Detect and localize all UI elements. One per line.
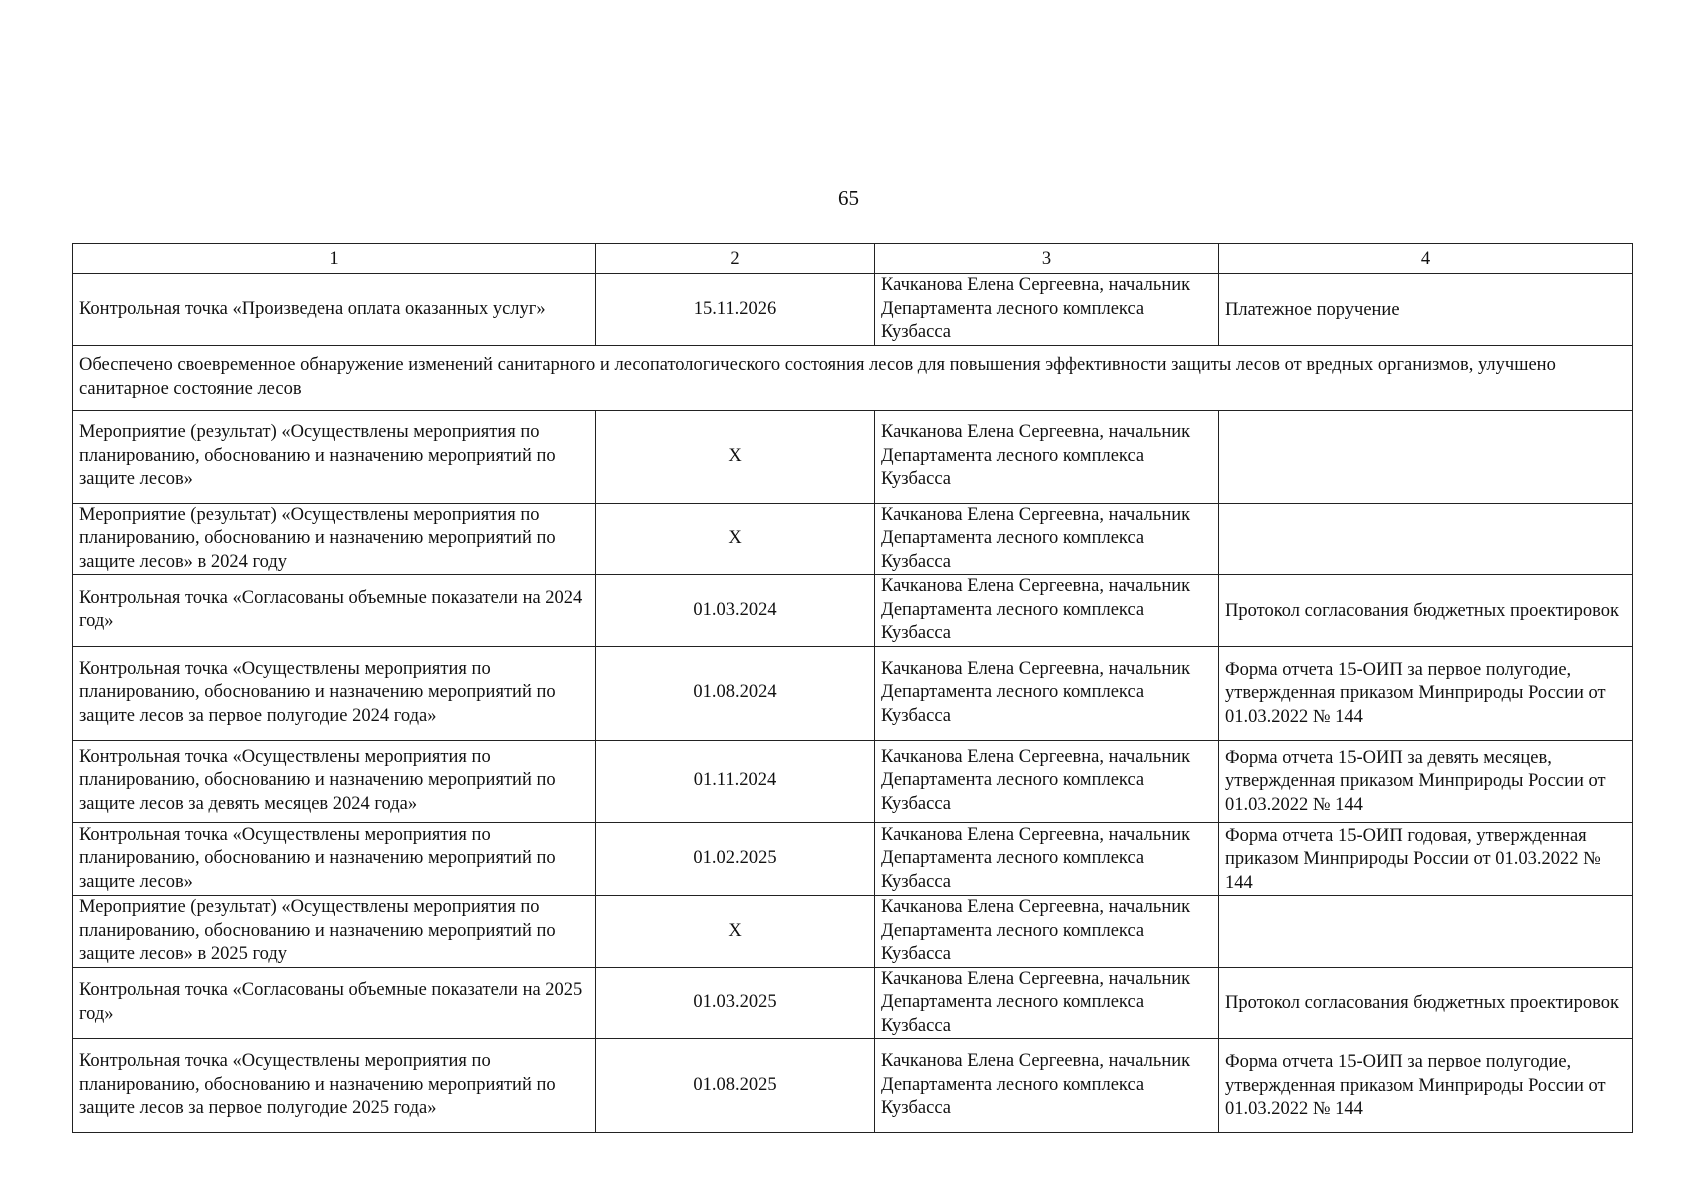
document-cell [1219, 503, 1633, 575]
event-name-cell: Контрольная точка «Осуществлены мероприятия по планированию, обоснованию и назначению мероприятий по защите лесов за девять месяцев 2024 года» [73, 740, 596, 822]
header-col-2: 2 [596, 244, 875, 274]
event-name-cell: Контрольная точка «Осуществлены мероприятия по планированию, обоснованию и назначению мероприятий по защите лесов за первое полугодие 2024 года» [73, 646, 596, 740]
document-cell: Форма отчета 15-ОИП за девять месяцев, утвержденная приказом Минприроды России от 01.03.2022 № 144 [1219, 740, 1633, 822]
section-row [73, 345, 1633, 410]
date-cell: 01.03.2024 [596, 575, 875, 647]
date-cell: 01.08.2025 [596, 1039, 875, 1133]
date-cell: 01.08.2024 [596, 646, 875, 740]
date-cell: X [596, 896, 875, 968]
date-cell: X [596, 410, 875, 503]
responsible-cell: Качканова Елена Сергеевна, начальник Департамента лесного комплекса Кузбасса [875, 967, 1219, 1039]
document-cell: Форма отчета 15-ОИП годовая, утвержденная приказом Минприроды России от 01.03.2022 № 144 [1219, 822, 1633, 896]
event-name-cell: Контрольная точка «Согласованы объемные показатели на 2025 год» [73, 967, 596, 1039]
event-name-cell: Контрольная точка «Согласованы объемные показатели на 2024 год» [73, 575, 596, 647]
page-number: 65 [838, 186, 859, 210]
event-name-cell: Контрольная точка «Осуществлены мероприятия по планированию, обоснованию и назначению мероприятий по защите лесов» [73, 822, 596, 896]
table-row [73, 967, 1633, 1039]
responsible-cell: Качканова Елена Сергеевна, начальник Департамента лесного комплекса Кузбасса [875, 822, 1219, 896]
table-row [73, 410, 1633, 503]
table-row [73, 740, 1633, 822]
document-table [72, 243, 1633, 1133]
event-name-cell: Мероприятие (результат) «Осуществлены мероприятия по планированию, обоснованию и назначению мероприятий по защите лесов» в 2024 году [73, 503, 596, 575]
table-row [73, 575, 1633, 647]
date-cell: 01.03.2025 [596, 967, 875, 1039]
document-cell: Форма отчета 15-ОИП за первое полугодие, утвержденная приказом Минприроды России от 01.03.2022 № 144 [1219, 646, 1633, 740]
document-cell [1219, 896, 1633, 968]
table-row [73, 503, 1633, 575]
table-header-row [73, 244, 1633, 274]
document-cell: Протокол согласования бюджетных проектировок [1219, 575, 1633, 647]
table-row [73, 1039, 1633, 1133]
document-cell [1219, 410, 1633, 503]
responsible-cell: Качканова Елена Сергеевна, начальник Департамента лесного комплекса Кузбасса [875, 503, 1219, 575]
event-name-cell: Мероприятие (результат) «Осуществлены мероприятия по планированию, обоснованию и назначению мероприятий по защите лесов» [73, 410, 596, 503]
responsible-cell: Качканова Елена Сергеевна, начальник Департамента лесного комплекса Кузбасса [875, 274, 1219, 346]
header-col-3: 3 [875, 244, 1219, 274]
document-cell: Форма отчета 15-ОИП за первое полугодие, утвержденная приказом Минприроды России от 01.03.2022 № 144 [1219, 1039, 1633, 1133]
section-heading: Обеспечено своевременное обнаружение изменений санитарного и лесопатологического состояния лесов для повышения эффективности защиты лесов от вредных организмов, улучшено санитарное состояние лесов [73, 345, 1633, 410]
header-col-4: 4 [1219, 244, 1633, 274]
event-name-cell: Контрольная точка «Осуществлены мероприятия по планированию, обоснованию и назначению мероприятий по защите лесов за первое полугодие 2025 года» [73, 1039, 596, 1133]
document-cell: Платежное поручение [1219, 274, 1633, 346]
date-cell: 01.02.2025 [596, 822, 875, 896]
table-row [73, 274, 1633, 346]
responsible-cell: Качканова Елена Сергеевна, начальник Департамента лесного комплекса Кузбасса [875, 740, 1219, 822]
table-row [73, 822, 1633, 896]
responsible-cell: Качканова Елена Сергеевна, начальник Департамента лесного комплекса Кузбасса [875, 1039, 1219, 1133]
responsible-cell: Качканова Елена Сергеевна, начальник Департамента лесного комплекса Кузбасса [875, 646, 1219, 740]
date-cell: 15.11.2026 [596, 274, 875, 346]
table-row [73, 646, 1633, 740]
event-name-cell: Контрольная точка «Произведена оплата оказанных услуг» [73, 274, 596, 346]
document-cell: Протокол согласования бюджетных проектировок [1219, 967, 1633, 1039]
responsible-cell: Качканова Елена Сергеевна, начальник Департамента лесного комплекса Кузбасса [875, 575, 1219, 647]
date-cell: 01.11.2024 [596, 740, 875, 822]
responsible-cell: Качканова Елена Сергеевна, начальник Департамента лесного комплекса Кузбасса [875, 896, 1219, 968]
header-col-1: 1 [73, 244, 596, 274]
event-name-cell: Мероприятие (результат) «Осуществлены мероприятия по планированию, обоснованию и назначению мероприятий по защите лесов» в 2025 году [73, 896, 596, 968]
table-row [73, 896, 1633, 968]
table-body [73, 244, 1633, 1133]
responsible-cell: Качканова Елена Сергеевна, начальник Департамента лесного комплекса Кузбасса [875, 410, 1219, 503]
date-cell: X [596, 503, 875, 575]
